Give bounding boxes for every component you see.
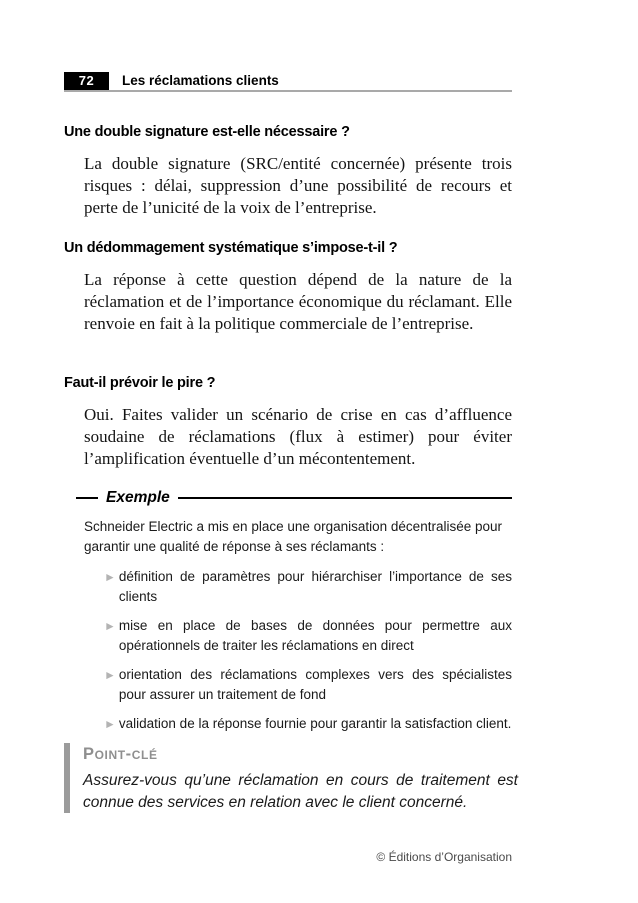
page-header (64, 72, 512, 92)
qa-section-double-signature (64, 124, 512, 219)
list-item (104, 714, 512, 734)
section-heading: Faut-il prévoir le pire ? (64, 375, 216, 391)
point-cle-text: Assurez-vous qu’une réclamation en cours de traitement est connue des services en relation avec le client concerné. (83, 772, 518, 811)
bullet-text: orientation des réclamations complexes vers des spécialistes pour assurer un traitement de fond (118, 667, 512, 702)
page-footer: © Éditions d’Organisation (376, 850, 512, 864)
arrow-bullet-icon: ► (104, 668, 116, 682)
exemple-rule-right (178, 497, 512, 499)
section-heading: Une double signature est-elle nécessaire ? (64, 124, 350, 140)
exemple-header (64, 489, 512, 507)
list-item (104, 567, 512, 607)
arrow-bullet-icon: ► (104, 619, 116, 633)
point-cle-block (64, 743, 518, 813)
exemple-label: Exemple (106, 489, 170, 506)
chapter-title: Les réclamations clients (122, 72, 279, 88)
arrow-bullet-icon: ► (104, 717, 116, 731)
section-body: Oui. Faites valider un scénario de crise en cas d’affluence soudaine de réclamations (flux à estimer) pour éviter l’amplification éventuelle d’un mécontentement. (84, 405, 512, 468)
exemple-block (64, 489, 512, 743)
exemple-intro: Schneider Electric a mis en place une organisation décentralisée pour garantir une qualité de réponse à ses réclamants : (84, 519, 502, 554)
exemple-bullet-list (104, 567, 512, 734)
arrow-bullet-icon: ► (104, 570, 116, 584)
point-cle-label: Point-clé (83, 745, 158, 763)
bullet-text: mise en place de bases de données pour permettre aux opérationnels de traiter les réclamations en direct (118, 618, 512, 653)
exemple-rule-left (76, 497, 98, 499)
list-item (104, 665, 512, 705)
section-body: La double signature (SRC/entité concernée) présente trois risques : délai, suppression d’une possibilité de recours et perte de l’unicité de la voix de l’entreprise. (84, 154, 512, 217)
bullet-text: validation de la réponse fournie pour garantir la satisfaction client. (118, 716, 512, 731)
qa-section-dedommagement (64, 240, 512, 335)
bullet-text: définition de paramètres pour hiérarchiser l’importance de ses clients (118, 569, 512, 604)
list-item (104, 616, 512, 656)
page-number-badge: 72 (64, 72, 109, 90)
section-body: La réponse à cette question dépend de la nature de la réclamation et de l’importance économique du réclamant. Elle renvoie en fait à la politique commerciale de l’entreprise. (84, 270, 512, 333)
qa-section-prevoir-le-pire (64, 375, 512, 470)
section-heading: Un dédommagement systématique s’impose-t-il ? (64, 240, 398, 256)
